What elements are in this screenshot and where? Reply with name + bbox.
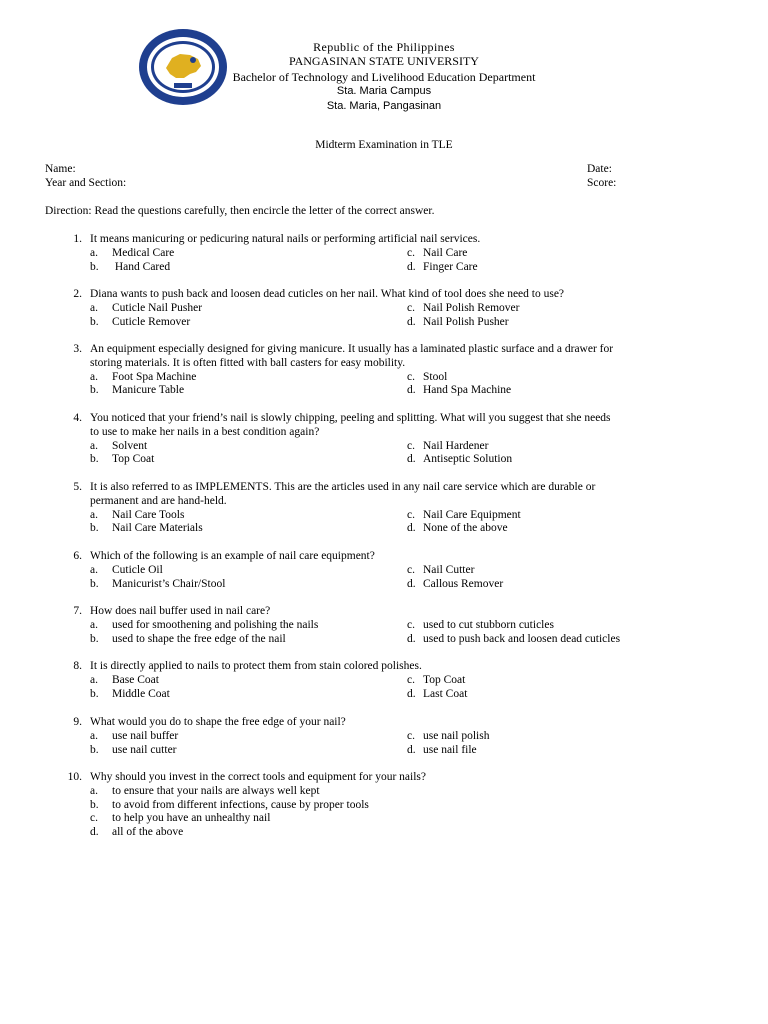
- option-text: used to shape the free edge of the nail: [112, 632, 286, 645]
- option-text: to ensure that your nails are always well kept: [112, 784, 320, 797]
- answer-option-b[interactable]: [90, 384, 184, 396]
- answer-option-b[interactable]: [90, 799, 369, 811]
- question-item: [0, 550, 768, 590]
- option-letter: d.: [90, 826, 99, 839]
- option-letter: c.: [407, 563, 415, 576]
- year-section-field-label: Year and Section:: [45, 177, 127, 189]
- option-text: Base Coat: [112, 673, 159, 686]
- option-text: used to cut stubborn cuticles: [423, 618, 554, 631]
- option-letter: b.: [90, 315, 99, 328]
- option-text: Manicure Table: [112, 384, 185, 397]
- option-letter: a.: [90, 563, 98, 576]
- question-text: storing materials. It is often fitted with ball casters for easy mobility.: [90, 357, 406, 369]
- option-letter: d.: [407, 632, 416, 645]
- answer-option-b[interactable]: [90, 316, 190, 328]
- answer-option-c[interactable]: [407, 564, 474, 576]
- option-text: Nail Cutter: [423, 563, 475, 576]
- option-text: Hand Cared: [112, 260, 171, 273]
- question-text: It is directly applied to nails to protect them from stain colored polishes.: [90, 660, 422, 672]
- answer-option-a[interactable]: [90, 302, 202, 314]
- option-text: Nail Care Equipment: [423, 508, 521, 521]
- option-text: Nail Polish Pusher: [423, 315, 509, 328]
- option-letter: a.: [90, 673, 98, 686]
- question-item: [0, 343, 768, 397]
- question-text: You noticed that your friend’s nail is slowly chipping, peeling and splitting. What will you suggest that she needs: [90, 412, 611, 424]
- option-text: Top Coat: [423, 673, 466, 686]
- question-text: to use to make her nails in a best condition again?: [90, 426, 320, 438]
- option-letter: c.: [407, 301, 415, 314]
- answer-option-c[interactable]: [407, 730, 489, 742]
- option-text: None of the above: [423, 522, 508, 535]
- option-text: Nail Care: [423, 246, 468, 259]
- answer-option-a[interactable]: [90, 674, 159, 686]
- option-letter: b.: [90, 384, 99, 397]
- question-item: [0, 288, 768, 328]
- option-text: to avoid from different infections, cause by proper tools: [112, 798, 369, 811]
- option-text: Last Coat: [423, 687, 468, 700]
- option-letter: d.: [407, 687, 416, 700]
- answer-option-d[interactable]: [407, 578, 503, 590]
- option-letter: c.: [407, 729, 415, 742]
- answer-option-c[interactable]: [407, 247, 467, 259]
- answer-option-d[interactable]: [407, 744, 477, 756]
- option-letter: c.: [407, 370, 415, 383]
- option-text: used for smoothening and polishing the nails: [112, 618, 319, 631]
- option-text: use nail buffer: [112, 729, 179, 742]
- question-item: [0, 660, 768, 700]
- option-text: use nail file: [423, 743, 477, 756]
- option-text: Cuticle Remover: [112, 315, 191, 328]
- option-letter: d.: [407, 577, 416, 590]
- question-text: It means manicuring or pedicuring natural nails or performing artificial nail services.: [90, 233, 481, 245]
- option-text: Finger Care: [423, 260, 478, 273]
- answer-option-b[interactable]: [90, 744, 177, 756]
- answer-option-c[interactable]: [407, 619, 554, 631]
- option-text: Solvent: [112, 439, 148, 452]
- option-letter: c.: [407, 618, 415, 631]
- answer-option-a[interactable]: [90, 440, 147, 452]
- option-letter: b.: [90, 798, 99, 811]
- option-text: Foot Spa Machine: [112, 370, 197, 383]
- question-item: [0, 716, 768, 756]
- question-number: 4.: [73, 412, 82, 424]
- date-field-label: Date:: [587, 163, 612, 175]
- option-letter: c.: [407, 673, 415, 686]
- option-letter: d.: [407, 260, 416, 273]
- option-letter: c.: [407, 246, 415, 259]
- option-text: Top Coat: [112, 453, 155, 466]
- option-letter: a.: [90, 784, 98, 797]
- answer-option-d[interactable]: [407, 453, 512, 465]
- question-number: 2.: [73, 288, 82, 300]
- answer-option-c[interactable]: [90, 812, 270, 824]
- question-text: It is also referred to as IMPLEMENTS. This are the articles used in any nail care service which are durable or: [90, 481, 596, 493]
- name-field-label: Name:: [45, 163, 76, 175]
- option-text: Nail Hardener: [423, 439, 489, 452]
- question-text: Diana wants to push back and loosen dead cuticles on her nail. What kind of tool does she need to use?: [90, 288, 565, 300]
- question-text: Which of the following is an example of nail care equipment?: [90, 550, 375, 562]
- header-republic: Republic of the Philippines: [313, 40, 455, 54]
- header-university: PANGASINAN STATE UNIVERSITY: [289, 54, 479, 68]
- option-letter: b.: [90, 632, 99, 645]
- answer-option-d[interactable]: [407, 688, 467, 700]
- answer-option-d[interactable]: [407, 261, 478, 273]
- option-text: Cuticle Oil: [112, 563, 163, 576]
- answer-option-c[interactable]: [407, 440, 488, 452]
- option-letter: a.: [90, 301, 98, 314]
- answer-option-a[interactable]: [90, 619, 318, 631]
- option-text: Medical Care: [112, 246, 175, 259]
- question-text: Why should you invest in the correct tools and equipment for your nails?: [90, 771, 426, 783]
- option-text: Cuticle Nail Pusher: [112, 301, 203, 314]
- question-text: What would you do to shape the free edge of your nail?: [90, 716, 346, 728]
- option-letter: d.: [407, 522, 416, 535]
- question-item: [0, 481, 768, 535]
- option-letter: c.: [407, 508, 415, 521]
- option-letter: b.: [90, 687, 99, 700]
- header-campus: Sta. Maria Campus: [336, 85, 432, 97]
- answer-option-d[interactable]: [407, 316, 509, 328]
- option-text: Stool: [423, 370, 448, 383]
- answer-option-b[interactable]: [90, 453, 154, 465]
- option-letter: b.: [90, 577, 99, 590]
- answer-option-c[interactable]: [407, 371, 447, 383]
- question-number: 10.: [67, 771, 82, 783]
- option-letter: b.: [90, 743, 99, 756]
- option-letter: a.: [90, 246, 98, 259]
- option-text: Nail Polish Remover: [423, 301, 520, 314]
- header-address: Sta. Maria, Pangasinan: [326, 100, 442, 112]
- question-number: 6.: [73, 550, 82, 562]
- exam-title: Midterm Examination in TLE: [315, 139, 453, 151]
- question-number: 1.: [73, 233, 82, 245]
- answer-option-c[interactable]: [407, 302, 519, 314]
- option-text: used to push back and loosen dead cuticles: [423, 632, 621, 645]
- answer-option-b[interactable]: [90, 522, 203, 534]
- question-item: [0, 412, 768, 466]
- question-number: 3.: [73, 343, 82, 355]
- option-letter: d.: [407, 384, 416, 397]
- question-text: permanent and are hand-held.: [90, 495, 227, 507]
- option-letter: a.: [90, 439, 98, 452]
- answer-option-d[interactable]: [90, 826, 183, 838]
- option-text: Antiseptic Solution: [423, 453, 513, 466]
- option-letter: d.: [407, 743, 416, 756]
- option-letter: b.: [90, 522, 99, 535]
- answer-option-a[interactable]: [90, 247, 174, 259]
- option-text: all of the above: [112, 826, 184, 839]
- answer-option-a[interactable]: [90, 564, 163, 576]
- option-letter: c.: [407, 439, 415, 452]
- option-letter: a.: [90, 370, 98, 383]
- option-text: to help you have an unhealthy nail: [112, 812, 271, 825]
- question-number: 7.: [73, 605, 82, 617]
- option-letter: d.: [407, 453, 416, 466]
- question-text: An equipment especially designed for giving manicure. It usually has a laminated plastic surface and a drawer for: [90, 343, 614, 355]
- option-letter: a.: [90, 618, 98, 631]
- option-letter: d.: [407, 315, 416, 328]
- answer-option-a[interactable]: [90, 509, 184, 521]
- answer-option-d[interactable]: [407, 522, 508, 534]
- option-letter: a.: [90, 729, 98, 742]
- question-number: 9.: [73, 716, 82, 728]
- option-letter: b.: [90, 260, 99, 273]
- question-item: [0, 771, 768, 839]
- direction-text: Direction: Read the questions carefully, then encircle the letter of the correct answer.: [45, 205, 435, 217]
- answer-option-b[interactable]: [90, 578, 225, 590]
- answer-option-a[interactable]: [90, 730, 178, 742]
- option-letter: a.: [90, 508, 98, 521]
- question-item: [0, 605, 768, 645]
- option-text: Nail Care Materials: [112, 522, 203, 535]
- answer-option-a[interactable]: [90, 371, 196, 383]
- header-department: Bachelor of Technology and Livelihood Education Department: [232, 70, 536, 84]
- option-text: Hand Spa Machine: [423, 384, 512, 397]
- answer-option-d[interactable]: [407, 633, 620, 645]
- question-text: How does nail buffer used in nail care?: [90, 605, 271, 617]
- option-text: Nail Care Tools: [112, 508, 185, 521]
- option-letter: c.: [90, 812, 98, 825]
- option-text: use nail polish: [423, 729, 490, 742]
- option-text: use nail cutter: [112, 743, 177, 756]
- answer-option-b[interactable]: [90, 633, 286, 645]
- question-number: 5.: [73, 481, 82, 493]
- score-field-label: Score:: [587, 177, 617, 189]
- option-letter: b.: [90, 453, 99, 466]
- question-item: [0, 233, 768, 273]
- option-text: Middle Coat: [112, 687, 170, 700]
- answer-option-b[interactable]: [90, 688, 170, 700]
- answer-option-d[interactable]: [407, 384, 511, 396]
- question-number: 8.: [73, 660, 82, 672]
- answer-option-c[interactable]: [407, 509, 521, 521]
- answer-option-c[interactable]: [407, 674, 465, 686]
- answer-option-b[interactable]: [90, 261, 170, 273]
- answer-option-a[interactable]: [90, 785, 320, 797]
- option-text: Manicurist’s Chair/Stool: [112, 577, 226, 590]
- option-text: Callous Remover: [423, 577, 504, 590]
